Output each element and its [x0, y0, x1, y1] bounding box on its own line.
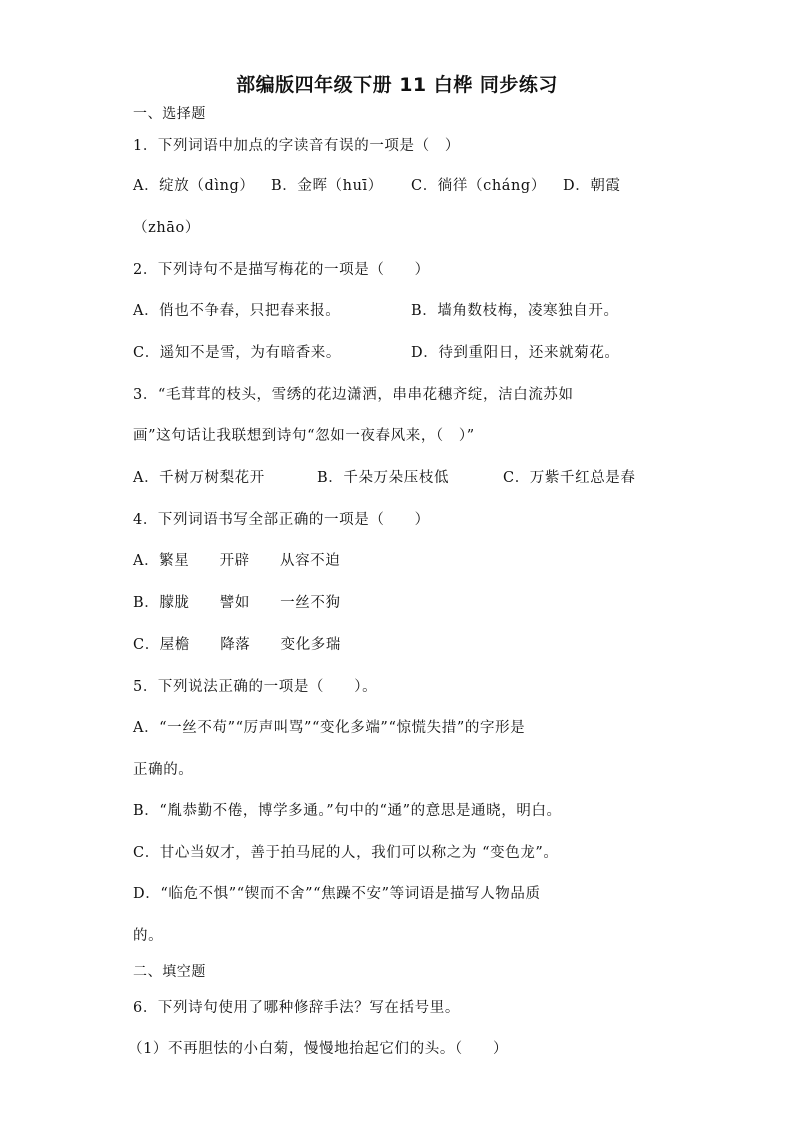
question-2-option-a: A．俏也不争春，只把春来报。 — [133, 303, 341, 319]
question-6-stem: 6．下列诗句使用了哪种修辞手法？写在括号里。 — [133, 1000, 460, 1016]
question-3-stem-cont: 画”这句话让我联想到诗句“忽如一夜春风来，（ ）” — [133, 428, 475, 444]
question-2-options-row1 — [133, 301, 619, 321]
question-1-option-b: B．金晖（huī） — [271, 178, 383, 194]
question-1-option-c: C．徜徉（cháng） — [411, 178, 546, 194]
question-3-option-b: B．千朵万朵压枝低 — [317, 470, 450, 486]
question-3-option-a: A．千树万树梨花开 — [133, 470, 265, 486]
page-title: 部编版四年级下册 11 白桦 同步练习 — [236, 74, 558, 96]
question-1-option-d: D．朝霞 — [563, 178, 621, 194]
question-5-option-a-cont: 正确的。 — [133, 762, 194, 778]
question-5-option-a: A．“一丝不苟”“厉声叫骂”“变化多端”“惊慌失措”的字形是 — [133, 720, 526, 736]
question-3-option-c: C．万紫千红总是春 — [503, 470, 636, 486]
question-2-stem: 2．下列诗句不是描写梅花的一项是（ ） — [133, 262, 430, 278]
question-2-option-c: C．遥知不是雪，为有暗香来。 — [133, 345, 341, 361]
question-2-option-d: D．待到重阳日，还来就菊花。 — [411, 345, 620, 361]
question-5-option-b: B．“胤恭勤不倦，博学多通。”句中的“通”的意思是通晓，明白。 — [133, 803, 562, 819]
question-1-option-a: A．绽放（dìng） — [133, 178, 255, 194]
section-heading-fill: 二、填空题 — [133, 964, 206, 980]
question-5-option-d: D．“临危不惧”“锲而不舍”“焦躁不安”等词语是描写人物品质 — [133, 886, 541, 902]
question-5-option-c: C．甘心当奴才，善于拍马屁的人，我们可以称之为 “变色龙”。 — [133, 845, 559, 861]
question-3-options — [133, 468, 636, 488]
question-4-option-b: B．朦胧 譬如 一丝不狗 — [133, 595, 341, 611]
question-5-stem: 5．下列说法正确的一项是（ ）。 — [133, 679, 378, 695]
question-1-stem: 1．下列词语中加点的字读音有误的一项是（ ） — [133, 138, 460, 154]
question-1-option-d-cont: （zhāo） — [133, 220, 200, 236]
question-5-option-d-cont: 的。 — [133, 928, 164, 944]
question-4-option-a: A．繁星 开辟 从容不迫 — [133, 553, 341, 569]
question-4-stem: 4．下列词语书写全部正确的一项是（ ） — [133, 512, 430, 528]
question-6-sub-1: （1）不再胆怯的小白菊，慢慢地抬起它们的头。（ ） — [128, 1041, 509, 1057]
section-heading-choice: 一、选择题 — [133, 106, 206, 122]
question-4-option-c: C．屋檐 降落 变化多瑞 — [133, 637, 341, 653]
question-2-options-row2 — [133, 343, 620, 363]
question-2-option-b: B．墙角数枝梅，凌寒独自开。 — [411, 303, 619, 319]
question-1-options — [133, 176, 621, 196]
question-3-stem: 3．“毛茸茸的枝头，雪绣的花边潇洒，串串花穗齐绽，洁白流苏如 — [133, 387, 574, 403]
